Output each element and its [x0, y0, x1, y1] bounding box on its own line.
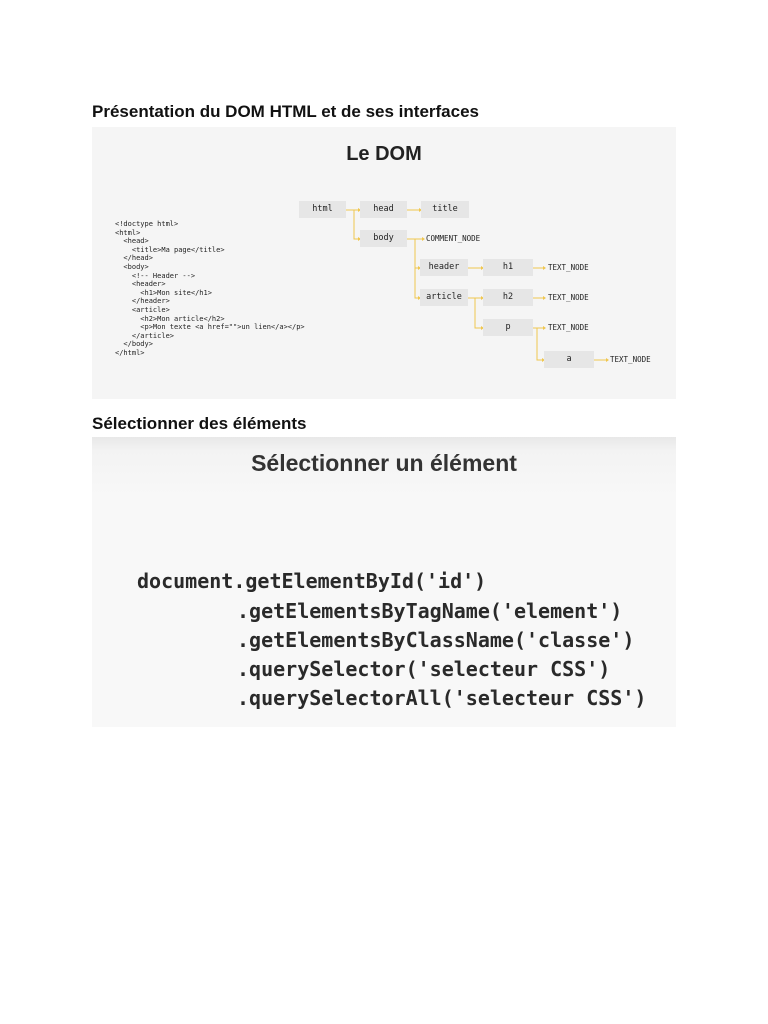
code-line: .getElementsByClassName('classe') — [237, 628, 635, 652]
tree-node-p: p — [483, 319, 533, 336]
arrowhead — [543, 326, 546, 330]
code-line: document.getElementById('id') — [137, 569, 487, 593]
tree-node-title: title — [421, 201, 469, 218]
dom-diagram-figure — [92, 127, 676, 399]
tree-node-h2: h2 — [483, 289, 533, 306]
tree-node-head: head — [360, 201, 407, 218]
code-line: <title>Ma page</title> — [115, 245, 225, 254]
arrowhead — [606, 358, 609, 362]
code-line: </body> — [115, 340, 153, 349]
tree-node-h1: h1 — [483, 259, 533, 276]
tree-node-html: html — [299, 201, 346, 218]
code-line: <p>Mon texte <a href="">un lien</a></p> — [115, 323, 305, 332]
connector — [475, 298, 481, 328]
code-line: <h2>Mon article</h2> — [115, 314, 225, 323]
section-heading-dom-presentation: Présentation du DOM HTML et de ses interfaces — [92, 102, 479, 121]
tree-node-h1-text: TEXT_NODE — [548, 263, 589, 272]
code-line: </head> — [115, 254, 153, 263]
arrowhead — [543, 296, 546, 300]
select-element-title: Sélectionner un élément — [251, 450, 517, 476]
tree-node-header: header — [420, 259, 468, 276]
code-line: <body> — [115, 262, 149, 271]
code-line: </html> — [115, 348, 145, 357]
code-line: .getElementsByTagName('element') — [237, 599, 623, 623]
tree-node-comment: COMMENT_NODE — [426, 234, 481, 243]
code-line: <!doctype html> — [115, 220, 179, 228]
code-line: <html> — [115, 228, 141, 237]
code-line: </header> — [115, 297, 170, 306]
code-line: <article> — [115, 305, 170, 314]
arrowhead — [543, 266, 546, 270]
tree-node-article: article — [420, 289, 468, 306]
code-line: </article> — [115, 331, 175, 340]
code-line: <!-- Header --> — [115, 271, 196, 280]
connector — [537, 328, 542, 360]
code-line: .querySelector('selecteur CSS') — [237, 657, 611, 681]
tree-node-h2-text: TEXT_NODE — [548, 293, 589, 302]
section-heading-select-elements: Sélectionner des éléments — [92, 414, 307, 433]
connector — [354, 210, 358, 239]
dom-diagram-title: Le DOM — [346, 143, 422, 165]
code-line: <h1>Mon site</h1> — [115, 288, 212, 297]
tree-node-body: body — [360, 230, 407, 247]
tree-node-a: a — [544, 351, 594, 368]
arrowhead — [422, 237, 425, 241]
select-element-figure — [92, 437, 676, 727]
code-line: <header> — [115, 280, 166, 289]
code-line: <head> — [115, 237, 149, 246]
code-line: .querySelectorAll('selecteur CSS') — [237, 686, 647, 710]
tree-node-a-text: TEXT_NODE — [610, 355, 651, 364]
tree-node-p-text: TEXT_NODE — [548, 323, 589, 332]
